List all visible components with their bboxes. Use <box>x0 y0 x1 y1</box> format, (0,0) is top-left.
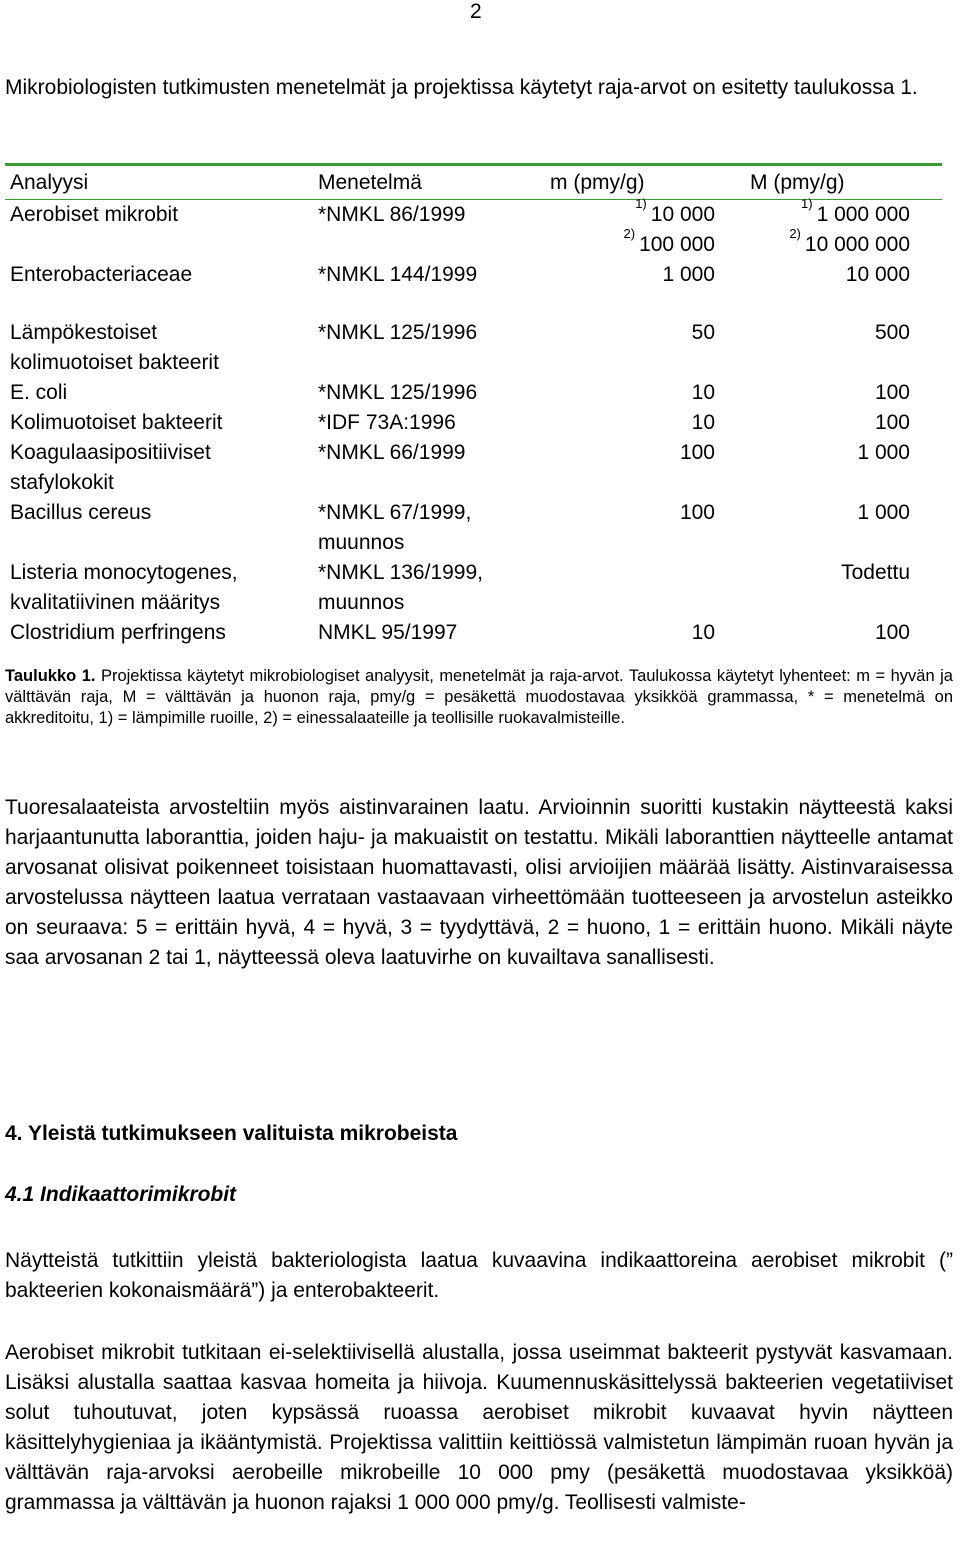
cell-m: 50 <box>691 321 715 344</box>
paragraph-indicators: Näytteistä tutkittiin yleistä bakteriologista laatua kuvaavina indikaattoreina aerobiset mikrobit (” bakteerien kokonaismäärä”) ja enterobakteerit. <box>5 1249 953 1302</box>
table-row <box>5 318 942 348</box>
section-heading: 4. Yleistä tutkimukseen valituista mikrobeista <box>5 1122 458 1145</box>
cell-method: *NMKL 86/1999 <box>318 203 466 226</box>
table-row <box>5 528 942 558</box>
cell-method: *NMKL 67/1999, <box>318 501 472 524</box>
header-analysis: Analyysi <box>10 171 89 194</box>
cell-method: *NMKL 136/1999, <box>318 561 483 584</box>
table-row <box>5 196 942 230</box>
cell-M-value: 1 000 000 <box>816 203 910 226</box>
table-row <box>5 468 942 498</box>
cell-m: 10 <box>691 411 715 434</box>
cell-analysis: Kolimuotoiset bakteerit <box>10 411 223 434</box>
intro-paragraph: Mikrobiologisten tutkimusten menetelmät ja projektissa käytetyt raja-arvot on esitetty taulukossa 1. <box>5 76 918 99</box>
cell-m: 10 <box>691 381 715 404</box>
table-row <box>5 558 942 588</box>
paragraph-aerobic: Aerobiset mikrobit tutkitaan ei-selektiivisellä alustalla, jossa useimmat bakteerit pystyvät kasvamaan. Lisäksi alustalla saattaa kasvaa homeita ja hiivoja. Kuumennuskäsittelyssä bakteerien vegetatiiviset solut tuhoutuvat, joten kypsässä ruoassa aerobiset mikrobit kuvaavat hyvin näytteen käsittelyhygieniaa ja ikääntymistä. Projektissa valittiin keittiössä valmistetun lämpimän ruoan hyvän ja välttävän raja-arvoksi aerobeille mikrobeille 10 000 pmy (pesäkettä muodostavaa yksikköä) grammassa ja välttävän ja huonon rajaksi 1 000 000 pmy/g. Teollisesti valmiste- <box>5 1341 953 1514</box>
footnote-marker: 2) <box>789 226 801 241</box>
cell-M: 100 <box>874 381 910 404</box>
table-row <box>5 438 942 468</box>
cell-method: *NMKL 125/1996 <box>318 321 478 344</box>
cell-M-value: 10 000 000 <box>804 233 910 256</box>
cell-method: muunnos <box>318 531 405 554</box>
cell-analysis: Lämpökestoiset <box>10 321 158 344</box>
cell-analysis: kolimuotoiset bakteerit <box>10 351 219 374</box>
cell-analysis: Enterobacteriaceae <box>10 263 193 286</box>
limits-table <box>5 163 942 648</box>
caption-label: Taulukko 1. <box>5 667 96 685</box>
cell-method: *NMKL 66/1999 <box>318 441 466 464</box>
cell-m <box>525 196 715 230</box>
table-spacer <box>5 290 942 318</box>
table-caption <box>5 666 953 729</box>
table-row <box>5 378 942 408</box>
cell-method: *NMKL 144/1999 <box>318 263 478 286</box>
table-row <box>5 408 942 438</box>
cell-analysis: Koagulaasipositiiviset <box>10 441 211 464</box>
cell-M: 10 000 <box>845 263 910 286</box>
cell-analysis: Clostridium perfringens <box>10 621 226 644</box>
footnote-marker: 1) <box>635 196 647 211</box>
cell-M: 1 000 <box>857 501 910 524</box>
header-method: Menetelmä <box>318 171 422 194</box>
cell-analysis: Listeria monocytogenes, <box>10 561 238 584</box>
cell-M <box>717 226 910 260</box>
page-number: 2 <box>470 0 482 23</box>
cell-m <box>525 226 715 260</box>
header-M: M (pmy/g) <box>750 171 845 194</box>
table-row <box>5 226 942 260</box>
cell-m: 100 <box>679 441 715 464</box>
cell-method: *IDF 73A:1996 <box>318 411 456 434</box>
cell-method: NMKL 95/1997 <box>318 621 458 644</box>
cell-m: 10 <box>691 621 715 644</box>
cell-analysis: E. coli <box>10 381 68 404</box>
table-row <box>5 618 942 648</box>
paragraph-sensory: Tuoresalaateista arvosteltiin myös aistinvarainen laatu. Arvioinnin suoritti kustakin näytteestä kaksi harjaantunutta laboranttia, joiden haju- ja makuaistit on testattu. Mikäli laboranttien näytteelle antamat arvosanat olisivat poikenneet toisistaan huomattavasti, olisi arvioijien määrää lisätty. Aistinvaraisessa arvostelussa näytteen laatua verrataan vastaavaan virheettömään tuotteeseen ja arvostelun asteikko on seuraava: 5 = erittäin hyvä, 4 = hyvä, 3 = tyydyttävä, 2 = huono, 1 = erittäin huono. Mikäli näyte saa arvosanan 2 tai 1, näytteessä oleva laatuvirhe on kuvailtava sanallisesti. <box>5 796 953 969</box>
cell-M: 1 000 <box>857 441 910 464</box>
cell-M: 100 <box>874 411 910 434</box>
cell-analysis: stafylokokit <box>10 471 114 494</box>
cell-method: muunnos <box>318 591 405 614</box>
table-row <box>5 588 942 618</box>
header-m: m (pmy/g) <box>550 171 645 194</box>
table-header-row <box>5 166 942 200</box>
cell-M: 100 <box>874 621 910 644</box>
footnote-marker: 1) <box>801 196 813 211</box>
cell-analysis: kvalitatiivinen määritys <box>10 591 221 614</box>
cell-M: Todettu <box>841 561 910 584</box>
caption-text: Projektissa käytetyt mikrobiologiset analyysit, menetelmät ja raja-arvot. Taulukossa käytetyt lyhenteet: m = hyvän ja välttävän raja, M = välttävän ja huonon raja, pmy/g = pesäkettä muodostavaa yksikköä grammassa, * = menetelmä on akkreditoitu, 1) = lämpimille ruoille, 2) = einessalaateille ja teollisille ruokavalmisteille. <box>5 667 953 727</box>
cell-M <box>717 196 910 230</box>
cell-m-value: 10 000 <box>650 203 715 226</box>
cell-m: 1 000 <box>662 263 715 286</box>
subsection-heading: 4.1 Indikaattorimikrobit <box>5 1183 237 1206</box>
cell-m: 100 <box>679 501 715 524</box>
table-row <box>5 260 942 290</box>
footnote-marker: 2) <box>623 226 636 241</box>
table-row <box>5 348 942 378</box>
cell-analysis: Bacillus cereus <box>10 501 152 524</box>
cell-m-value: 100 000 <box>639 233 715 256</box>
cell-method: *NMKL 125/1996 <box>318 381 478 404</box>
table-row <box>5 498 942 528</box>
cell-analysis: Aerobiset mikrobit <box>10 203 179 226</box>
cell-M: 500 <box>874 321 910 344</box>
